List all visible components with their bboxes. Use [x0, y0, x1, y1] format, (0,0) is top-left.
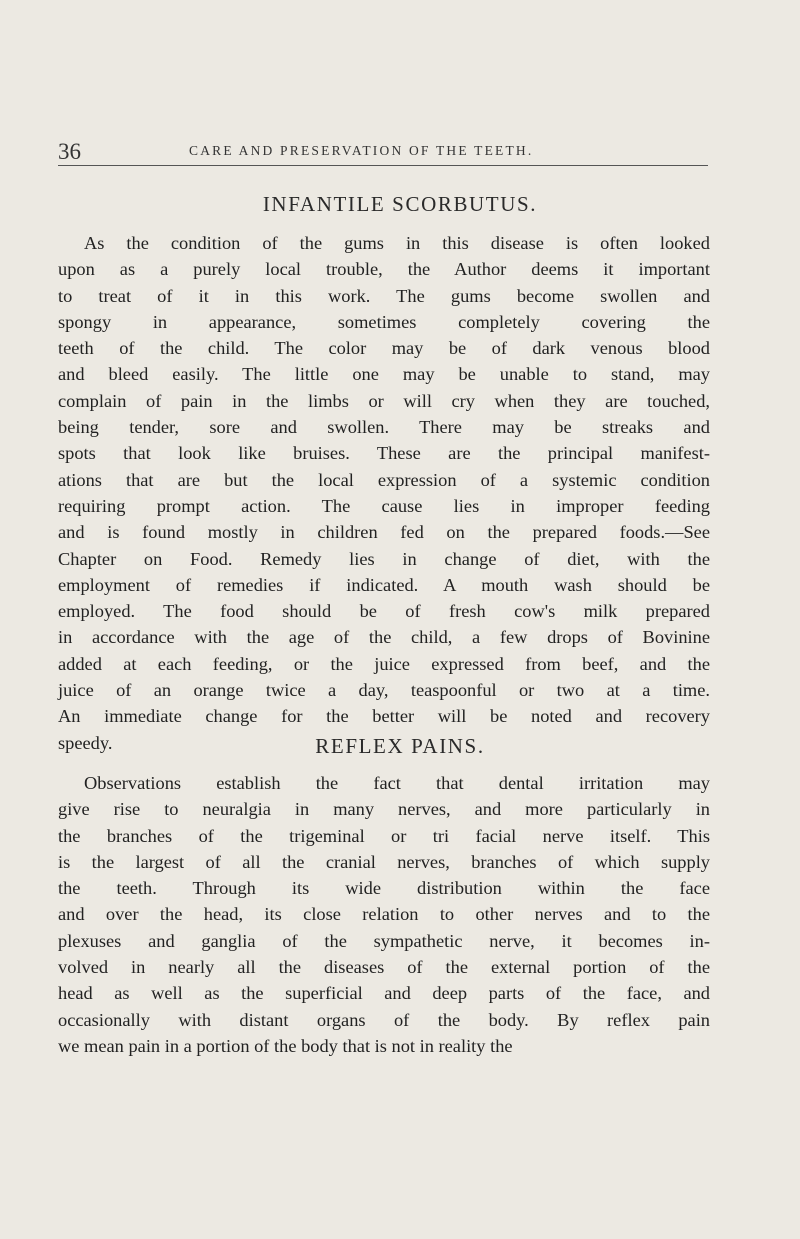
text-line: plexuses and ganglia of the sympathetic nerve, it becomes in-: [58, 930, 710, 951]
text-line: requiring prompt action. The cause lies in improper feeding: [58, 495, 710, 516]
text-line: the teeth. Through its wide distribution within the face: [58, 878, 710, 899]
text-line: speedy.: [58, 732, 113, 753]
text-line: head as well as the superficial and deep parts of the face, and: [58, 983, 710, 1004]
text-line: and is found mostly in children fed on the prepared foods.—See: [58, 522, 710, 543]
text-line: employment of remedies if indicated. A mouth wash should be: [58, 574, 710, 595]
text-line: being tender, sore and swollen. There may be streaks and: [58, 417, 710, 438]
paragraph-reflex-pains: [58, 770, 710, 1059]
text-line: employed. The food should be of fresh cow's milk prepared: [58, 601, 710, 622]
text-line: complain of pain in the limbs or will cry when they are touched,: [58, 390, 710, 411]
page-number: 36: [58, 139, 81, 164]
text-line: and over the head, its close relation to other nerves and to the: [58, 904, 710, 925]
text-line: we mean pain in a portion of the body that is not in reality the: [58, 1035, 513, 1056]
text-line: in accordance with the age of the child, a few drops of Bovinine: [58, 627, 710, 648]
text-line: and bleed easily. The little one may be unable to stand, may: [58, 364, 710, 385]
text-line: occasionally with distant organs of the body. By reflex pain: [58, 1009, 710, 1030]
paragraph-infantile-scorbutus: [58, 230, 710, 756]
text-line: spots that look like bruises. These are the principal manifest-: [58, 443, 710, 464]
text-line: ations that are but the local expression of a systemic condition: [58, 469, 710, 490]
text-line: As the condition of the gums in this disease is often looked: [84, 233, 710, 253]
running-head: [58, 139, 708, 166]
text-line: juice of an orange twice a day, teaspoonful or two at a time.: [58, 680, 710, 701]
text-line: volved in nearly all the diseases of the external portion of the: [58, 957, 710, 978]
text-line: An immediate change for the better will be noted and recovery: [58, 706, 710, 727]
text-line: added at each feeding, or the juice expressed from beef, and the: [58, 653, 710, 674]
section-heading: REFLEX PAINS.: [315, 734, 485, 758]
running-title: CARE AND PRESERVATION OF THE TEETH.: [189, 143, 534, 158]
text-line: spongy in appearance, sometimes completely covering the: [58, 311, 710, 332]
text-line: is the largest of all the cranial nerves, branches of which supply: [58, 851, 710, 872]
text-line: upon as a purely local trouble, the Author deems it important: [58, 259, 710, 280]
text-line: Observations establish the fact that dental irritation may: [84, 773, 710, 793]
text-line: to treat of it in this work. The gums become swollen and: [58, 285, 710, 306]
text-line: teeth of the child. The color may be of dark venous blood: [58, 338, 710, 359]
text-line: Chapter on Food. Remedy lies in change of diet, with the: [58, 548, 710, 569]
section-heading: INFANTILE SCORBUTUS.: [262, 192, 538, 216]
text-line: give rise to neuralgia in many nerves, and more particularly in: [58, 799, 710, 820]
text-line: the branches of the trigeminal or tri facial nerve itself. This: [58, 825, 710, 846]
